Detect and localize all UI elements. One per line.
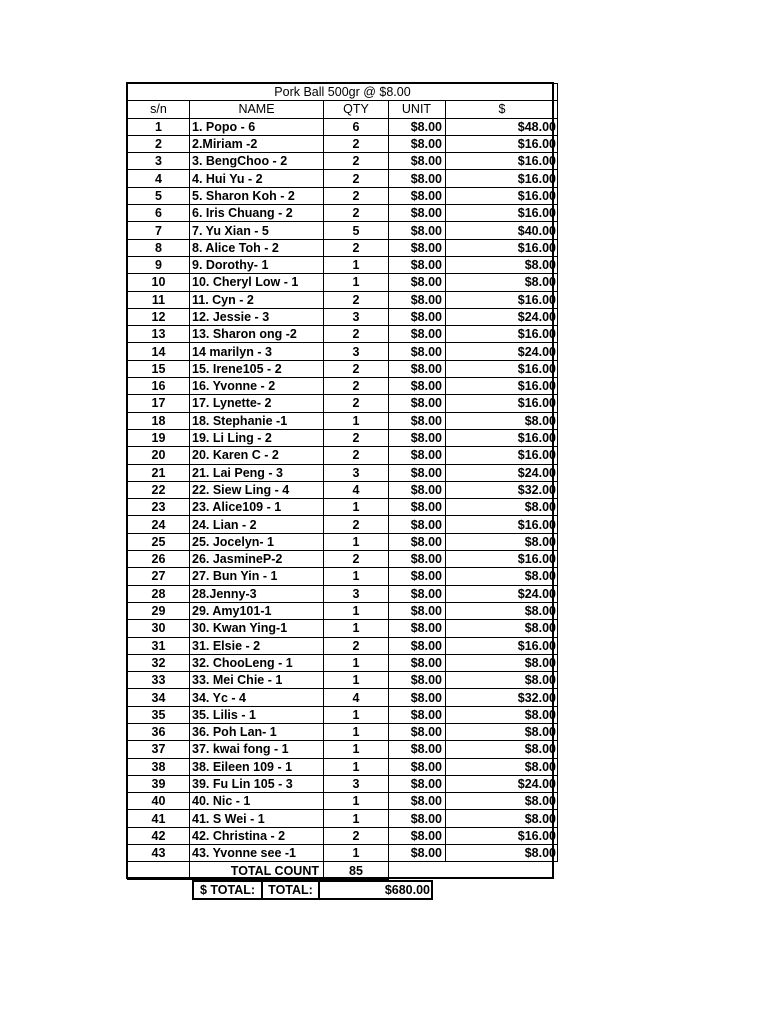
cell-amount: $16.00: [446, 360, 558, 377]
table-row: [128, 274, 558, 291]
cell-qty: 1: [324, 654, 389, 671]
cell-sn: 11: [128, 291, 190, 308]
cell-name: 19. Li Ling - 2: [190, 429, 324, 446]
cell-amount: $16.00: [446, 205, 558, 222]
cell-unit: $8.00: [389, 775, 446, 792]
table-row: [128, 308, 558, 325]
table-row: [128, 706, 558, 723]
cell-name: 6. Iris Chuang - 2: [190, 205, 324, 222]
cell-amount: $24.00: [446, 308, 558, 325]
cell-unit: $8.00: [389, 378, 446, 395]
cell-amount: $16.00: [446, 637, 558, 654]
cell-unit: $8.00: [389, 845, 446, 862]
table-row: [128, 412, 558, 429]
cell-sn: 25: [128, 533, 190, 550]
header-qty: QTY: [324, 101, 389, 118]
cell-sn: 26: [128, 551, 190, 568]
cell-sn: 29: [128, 602, 190, 619]
header-unit: UNIT: [389, 101, 446, 118]
cell-amount: $8.00: [446, 602, 558, 619]
cell-unit: $8.00: [389, 170, 446, 187]
cell-amount: $8.00: [446, 568, 558, 585]
cell-amount: $16.00: [446, 170, 558, 187]
cell-unit: $8.00: [389, 343, 446, 360]
cell-amount: $8.00: [446, 533, 558, 550]
cell-qty: 2: [324, 429, 389, 446]
cell-sn: 17: [128, 395, 190, 412]
table-row: [128, 516, 558, 533]
cell-qty: 3: [324, 343, 389, 360]
cell-unit: $8.00: [389, 256, 446, 273]
cell-sn: 24: [128, 516, 190, 533]
cell-unit: $8.00: [389, 274, 446, 291]
cell-qty: 2: [324, 135, 389, 152]
cell-name: 27. Bun Yin - 1: [190, 568, 324, 585]
header-row: [128, 101, 558, 118]
cell-sn: 21: [128, 464, 190, 481]
cell-amount: $8.00: [446, 256, 558, 273]
cell-unit: $8.00: [389, 810, 446, 827]
table-row: [128, 395, 558, 412]
cell-sn: 32: [128, 654, 190, 671]
cell-name: 42. Christina - 2: [190, 827, 324, 844]
cell-name: 22. Siew Ling - 4: [190, 481, 324, 498]
cell-name: 24. Lian - 2: [190, 516, 324, 533]
table-row: [128, 568, 558, 585]
cell-sn: 19: [128, 429, 190, 446]
cell-qty: 2: [324, 637, 389, 654]
header-amount: $: [446, 101, 558, 118]
table-row: [128, 222, 558, 239]
cell-unit: $8.00: [389, 533, 446, 550]
cell-unit: $8.00: [389, 585, 446, 602]
cell-sn: 36: [128, 723, 190, 740]
cell-qty: 1: [324, 568, 389, 585]
cell-amount: $16.00: [446, 378, 558, 395]
cell-name: 35. Lilis - 1: [190, 706, 324, 723]
cell-amount: $8.00: [446, 723, 558, 740]
cell-qty: 1: [324, 672, 389, 689]
cell-name: 29. Amy101-1: [190, 602, 324, 619]
cell-unit: $8.00: [389, 222, 446, 239]
total-count-label: TOTAL COUNT: [190, 862, 324, 879]
cell-name: 3. BengChoo - 2: [190, 153, 324, 170]
cell-unit: $8.00: [389, 118, 446, 135]
cell-name: 13. Sharon ong -2: [190, 326, 324, 343]
cell-amount: $24.00: [446, 775, 558, 792]
order-table: [127, 83, 558, 880]
cell-qty: 1: [324, 499, 389, 516]
cell-sn: 43: [128, 845, 190, 862]
table-row: [128, 360, 558, 377]
cell-name: 30. Kwan Ying-1: [190, 620, 324, 637]
cell-sn: 16: [128, 378, 190, 395]
table-row: [128, 378, 558, 395]
table-row: [128, 256, 558, 273]
cell-amount: $16.00: [446, 429, 558, 446]
table-row: [128, 291, 558, 308]
table-row: [128, 827, 558, 844]
cell-unit: $8.00: [389, 689, 446, 706]
cell-name: 4. Hui Yu - 2: [190, 170, 324, 187]
table-row: [128, 205, 558, 222]
table-row: [128, 153, 558, 170]
cell-sn: 34: [128, 689, 190, 706]
cell-qty: 2: [324, 326, 389, 343]
cell-qty: 1: [324, 723, 389, 740]
cell-sn: 20: [128, 447, 190, 464]
cell-amount: $40.00: [446, 222, 558, 239]
cell-unit: $8.00: [389, 723, 446, 740]
cell-qty: 4: [324, 481, 389, 498]
cell-unit: $8.00: [389, 395, 446, 412]
cell-name: 5. Sharon Koh - 2: [190, 187, 324, 204]
table-row: [128, 481, 558, 498]
cell-name: 15. Irene105 - 2: [190, 360, 324, 377]
table-row: [128, 741, 558, 758]
cell-amount: $8.00: [446, 620, 558, 637]
cell-name: 10. Cheryl Low - 1: [190, 274, 324, 291]
table-row: [128, 723, 558, 740]
cell-unit: $8.00: [389, 672, 446, 689]
cell-unit: $8.00: [389, 429, 446, 446]
cell-sn: 2: [128, 135, 190, 152]
cell-sn: 42: [128, 827, 190, 844]
cell-sn: 33: [128, 672, 190, 689]
table-row: [128, 464, 558, 481]
cell-unit: $8.00: [389, 654, 446, 671]
cell-unit: $8.00: [389, 602, 446, 619]
cell-amount: $8.00: [446, 793, 558, 810]
cell-qty: 1: [324, 533, 389, 550]
cell-amount: $16.00: [446, 153, 558, 170]
cell-name: 1. Popo - 6: [190, 118, 324, 135]
cell-sn: 28: [128, 585, 190, 602]
table-row: [128, 810, 558, 827]
cell-unit: $8.00: [389, 205, 446, 222]
cell-name: 40. Nic - 1: [190, 793, 324, 810]
cell-name: 34. Yc - 4: [190, 689, 324, 706]
table-row: [128, 654, 558, 671]
cell-name: 18. Stephanie -1: [190, 412, 324, 429]
cell-unit: $8.00: [389, 568, 446, 585]
cell-amount: $16.00: [446, 239, 558, 256]
cell-name: 41. S Wei - 1: [190, 810, 324, 827]
table-row: [128, 447, 558, 464]
cell-qty: 1: [324, 845, 389, 862]
cell-amount: $8.00: [446, 654, 558, 671]
total-count-empty: [389, 862, 558, 879]
cell-qty: 1: [324, 620, 389, 637]
cell-qty: 2: [324, 395, 389, 412]
cell-unit: $8.00: [389, 291, 446, 308]
cell-qty: 4: [324, 689, 389, 706]
cell-qty: 1: [324, 793, 389, 810]
cell-qty: 2: [324, 551, 389, 568]
cell-amount: $24.00: [446, 464, 558, 481]
order-sheet: [127, 83, 558, 880]
cell-name: 25. Jocelyn- 1: [190, 533, 324, 550]
table-row: [128, 551, 558, 568]
title-row: [128, 84, 558, 101]
cell-amount: $48.00: [446, 118, 558, 135]
table-row: [128, 585, 558, 602]
cell-qty: 1: [324, 758, 389, 775]
table-row: [128, 239, 558, 256]
table-row: [128, 135, 558, 152]
cell-name: 37. kwai fong - 1: [190, 741, 324, 758]
cell-sn: 35: [128, 706, 190, 723]
cell-name: 9. Dorothy- 1: [190, 256, 324, 273]
cell-name: 38. Eileen 109 - 1: [190, 758, 324, 775]
table-row: [128, 775, 558, 792]
table-row: [128, 170, 558, 187]
table-row: [128, 429, 558, 446]
table-row: [128, 689, 558, 706]
cell-unit: $8.00: [389, 551, 446, 568]
cell-qty: 2: [324, 447, 389, 464]
cell-sn: 31: [128, 637, 190, 654]
cell-amount: $16.00: [446, 326, 558, 343]
cell-amount: $8.00: [446, 274, 558, 291]
cell-name: 8. Alice Toh - 2: [190, 239, 324, 256]
grand-total-value: $680.00: [319, 881, 432, 899]
cell-sn: 8: [128, 239, 190, 256]
total-label: TOTAL:: [262, 881, 319, 899]
cell-qty: 2: [324, 827, 389, 844]
cell-qty: 2: [324, 291, 389, 308]
cell-amount: $16.00: [446, 187, 558, 204]
cell-unit: $8.00: [389, 187, 446, 204]
header-name: NAME: [190, 101, 324, 118]
cell-sn: 6: [128, 205, 190, 222]
cell-sn: 1: [128, 118, 190, 135]
sheet-title: Pork Ball 500gr @ $8.00: [128, 84, 558, 101]
header-sn: s/n: [128, 101, 190, 118]
table-row: [128, 533, 558, 550]
cell-qty: 2: [324, 239, 389, 256]
table-row: [128, 793, 558, 810]
cell-sn: 12: [128, 308, 190, 325]
cell-amount: $8.00: [446, 412, 558, 429]
cell-amount: $16.00: [446, 516, 558, 533]
table-row: [128, 326, 558, 343]
cell-name: 39. Fu Lin 105 - 3: [190, 775, 324, 792]
dollar-total-label: $ TOTAL:: [193, 881, 262, 899]
cell-name: 31. Elsie - 2: [190, 637, 324, 654]
cell-qty: 2: [324, 378, 389, 395]
cell-amount: $16.00: [446, 827, 558, 844]
table-row: [128, 758, 558, 775]
cell-unit: $8.00: [389, 620, 446, 637]
cell-amount: $8.00: [446, 499, 558, 516]
cell-name: 11. Cyn - 2: [190, 291, 324, 308]
cell-sn: 18: [128, 412, 190, 429]
cell-name: 2.Miriam -2: [190, 135, 324, 152]
cell-amount: $16.00: [446, 395, 558, 412]
cell-name: 14 marilyn - 3: [190, 343, 324, 360]
cell-sn: 27: [128, 568, 190, 585]
cell-name: 20. Karen C - 2: [190, 447, 324, 464]
cell-qty: 1: [324, 602, 389, 619]
total-count-blank: [128, 862, 190, 879]
cell-amount: $8.00: [446, 706, 558, 723]
cell-amount: $32.00: [446, 481, 558, 498]
cell-qty: 3: [324, 585, 389, 602]
table-row: [128, 187, 558, 204]
cell-amount: $8.00: [446, 845, 558, 862]
cell-sn: 14: [128, 343, 190, 360]
cell-unit: $8.00: [389, 706, 446, 723]
cell-qty: 1: [324, 274, 389, 291]
cell-sn: 15: [128, 360, 190, 377]
total-count-value: 85: [324, 862, 389, 879]
cell-qty: 2: [324, 187, 389, 204]
cell-unit: $8.00: [389, 637, 446, 654]
total-footer: [192, 880, 433, 900]
cell-unit: $8.00: [389, 360, 446, 377]
cell-name: 23. Alice109 - 1: [190, 499, 324, 516]
cell-sn: 41: [128, 810, 190, 827]
cell-amount: $8.00: [446, 741, 558, 758]
cell-sn: 39: [128, 775, 190, 792]
table-row: [128, 672, 558, 689]
cell-name: 12. Jessie - 3: [190, 308, 324, 325]
cell-qty: 1: [324, 741, 389, 758]
cell-amount: $16.00: [446, 447, 558, 464]
cell-qty: 5: [324, 222, 389, 239]
cell-qty: 2: [324, 516, 389, 533]
cell-name: 17. Lynette- 2: [190, 395, 324, 412]
cell-amount: $8.00: [446, 758, 558, 775]
cell-qty: 6: [324, 118, 389, 135]
cell-unit: $8.00: [389, 135, 446, 152]
cell-qty: 3: [324, 775, 389, 792]
cell-unit: $8.00: [389, 153, 446, 170]
cell-qty: 2: [324, 205, 389, 222]
cell-qty: 2: [324, 360, 389, 377]
cell-amount: $16.00: [446, 135, 558, 152]
cell-unit: $8.00: [389, 464, 446, 481]
cell-amount: $8.00: [446, 672, 558, 689]
cell-sn: 3: [128, 153, 190, 170]
cell-qty: 2: [324, 153, 389, 170]
cell-amount: $32.00: [446, 689, 558, 706]
cell-unit: $8.00: [389, 481, 446, 498]
cell-sn: 4: [128, 170, 190, 187]
cell-amount: $8.00: [446, 810, 558, 827]
cell-qty: 1: [324, 706, 389, 723]
cell-name: 43. Yvonne see -1: [190, 845, 324, 862]
cell-unit: $8.00: [389, 447, 446, 464]
cell-qty: 3: [324, 464, 389, 481]
cell-sn: 5: [128, 187, 190, 204]
cell-unit: $8.00: [389, 741, 446, 758]
cell-sn: 38: [128, 758, 190, 775]
cell-unit: $8.00: [389, 326, 446, 343]
cell-unit: $8.00: [389, 516, 446, 533]
cell-sn: 23: [128, 499, 190, 516]
cell-name: 7. Yu Xian - 5: [190, 222, 324, 239]
cell-sn: 37: [128, 741, 190, 758]
table-row: [128, 118, 558, 135]
table-row: [128, 343, 558, 360]
table-row: [128, 845, 558, 862]
cell-sn: 9: [128, 256, 190, 273]
cell-amount: $16.00: [446, 551, 558, 568]
cell-name: 21. Lai Peng - 3: [190, 464, 324, 481]
cell-unit: $8.00: [389, 308, 446, 325]
cell-name: 36. Poh Lan- 1: [190, 723, 324, 740]
cell-name: 33. Mei Chie - 1: [190, 672, 324, 689]
cell-amount: $24.00: [446, 343, 558, 360]
cell-name: 28.Jenny-3: [190, 585, 324, 602]
cell-unit: $8.00: [389, 412, 446, 429]
cell-unit: $8.00: [389, 758, 446, 775]
cell-unit: $8.00: [389, 793, 446, 810]
cell-sn: 22: [128, 481, 190, 498]
cell-qty: 1: [324, 256, 389, 273]
cell-amount: $24.00: [446, 585, 558, 602]
cell-qty: 1: [324, 412, 389, 429]
table-row: [128, 499, 558, 516]
table-row: [128, 602, 558, 619]
cell-qty: 1: [324, 810, 389, 827]
table-row: [128, 637, 558, 654]
cell-name: 26. JasmineP-2: [190, 551, 324, 568]
cell-unit: $8.00: [389, 239, 446, 256]
cell-name: 32. ChooLeng - 1: [190, 654, 324, 671]
table-row: [128, 620, 558, 637]
cell-sn: 13: [128, 326, 190, 343]
cell-sn: 40: [128, 793, 190, 810]
cell-amount: $16.00: [446, 291, 558, 308]
cell-sn: 10: [128, 274, 190, 291]
cell-qty: 3: [324, 308, 389, 325]
total-count-row: [128, 862, 558, 879]
cell-qty: 2: [324, 170, 389, 187]
cell-unit: $8.00: [389, 827, 446, 844]
cell-sn: 30: [128, 620, 190, 637]
cell-name: 16. Yvonne - 2: [190, 378, 324, 395]
cell-sn: 7: [128, 222, 190, 239]
cell-unit: $8.00: [389, 499, 446, 516]
